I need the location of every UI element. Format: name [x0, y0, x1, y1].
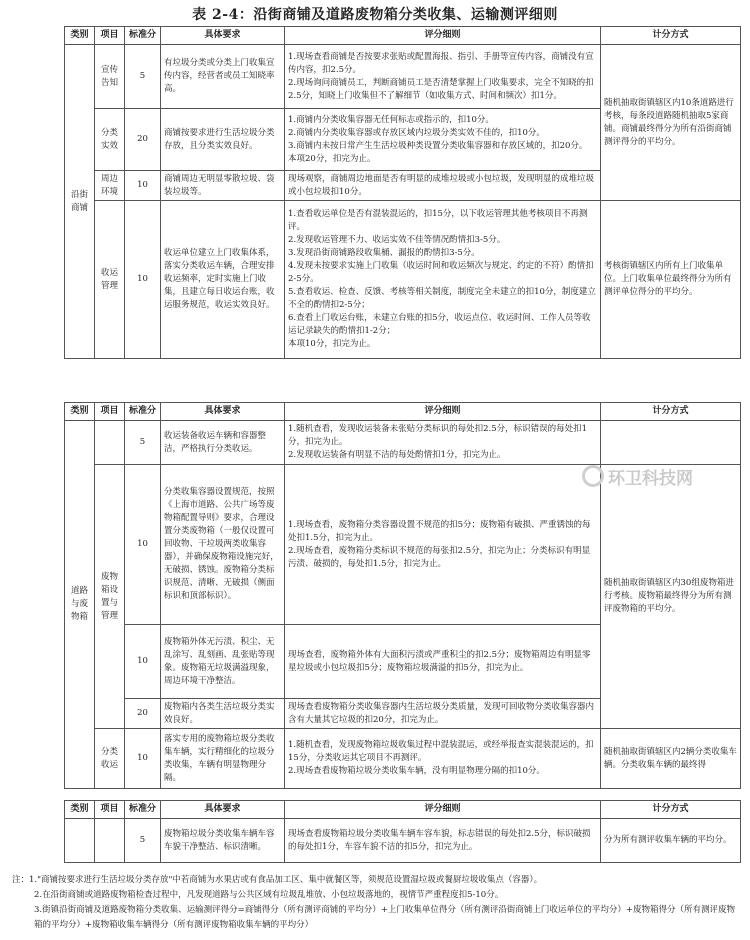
rule-line: 现场查看废物箱分类收集容器内生活垃圾分类质量，发现可回收物分类收集容器内含有大量其它垃圾的扣20分，扣完为止。 [288, 701, 595, 725]
requirement-cell: 商铺周边无明显零散垃圾、袋装垃圾等。 [161, 171, 285, 201]
watermark [582, 462, 732, 490]
rule-line: 现场观察，商铺周边地面是否有明显的成堆垃圾或小包垃圾，发现明显的成堆垃圾或小包垃圾扣10分。 [288, 173, 595, 197]
method-cell: 随机抽取街镇辖区内2辆分类收集车辆。分类收集车辆的最终得 [601, 729, 741, 789]
requirement-cell: 分类收集容器设置规范，按照《上海市道路、公共广场等废物箱配置导则》要求，合理设置分类废物箱（一般仅设置可回收物、干垃圾两类收集容器），并确保废物箱设施完好，无破损、锈蚀。废物箱分类标识规范、清晰、无破损（侧面标识和顶部标识）。 [161, 465, 285, 625]
rules-cell [285, 201, 601, 359]
score-cell: 10 [125, 171, 161, 201]
rule-line: 3.发现沿街商铺路段收集桶、漏报的酌情扣3-5分。 [288, 248, 480, 258]
header-category: 类别 [65, 801, 95, 819]
method-cell: 随机抽取街镇辖区内10条道路进行考核，每条段道路随机抽取5家商铺。商铺最终得分为所有沿街商铺测评得分的平均分。 [601, 45, 741, 201]
rule-line: 2.商铺内分类收集容器或存放区域内垃圾分类实效不佳的，扣10分。 [288, 127, 545, 138]
rule-line: 本项10分，扣完为止。 [288, 339, 376, 349]
rule-line: 现场查看废物箱垃圾分类收集车辆车容车貌，标志错误的每处扣2.5分，标识破损的每处扣1分，车容车貌不洁的扣5分，扣完为止。 [288, 828, 591, 852]
rule-line: 3.商铺内未按日常产生生活垃圾种类设置分类收集容器和存放区域的，扣20分。 [288, 140, 588, 151]
page-title: 表 2-4：沿街商铺及道路废物箱分类收集、运输测评细则 [192, 7, 558, 23]
category-cell [65, 819, 95, 863]
rule-line: 2.发现收运管理不力、收运实效不佳等情况酌情扣3-5分。 [288, 235, 506, 245]
score-cell: 10 [125, 625, 161, 699]
rule-line: 6.查看上门收运台账，未建立台账的扣5分，收运点位、收运时间、工作人员等收运记录缺失的酌情扣1-2分； [288, 313, 591, 336]
rule-line: 2.现场询问商铺员工，判断商铺员工是否清楚掌握上门收集要求，完全不知晓的扣2.5分，知晓上门收集但不了解细节（如收集方式、时间和频次）扣1分。 [288, 77, 594, 101]
requirement-cell: 废物箱垃圾分类收集车辆车容车貌干净整洁、标识清晰。 [161, 819, 285, 863]
watermark-text: 环卫科技网 [608, 468, 693, 489]
requirement-cell: 废物箱内各类生活垃圾分类实效良好。 [161, 699, 285, 729]
header-requirement: 具体要求 [161, 801, 285, 819]
table-vehicles [64, 800, 741, 863]
method-cell [601, 421, 741, 465]
rules-cell [285, 819, 601, 863]
item-cell [95, 819, 125, 863]
requirement-cell: 有垃圾分类或分类上门收集宣传内容，经营者或员工知晓率高。 [161, 45, 285, 109]
rule-line: 现场查看，废物箱外体有大面积污渍或严重积尘的扣2.5分；废物箱周边有明显零星垃圾或小包垃圾扣5分；废物箱垃圾满溢的扣5分，扣完为止。 [288, 649, 591, 673]
footnote: 注：1."商铺按要求进行生活垃圾分类存放"中若商铺为水果店或有食品加工区、集中就餐区等，须规范设置湿垃圾或餐厨垃圾收集点（容器）。 [12, 875, 543, 885]
requirement-cell: 废物箱外体无污渍、积尘、无乱涂写、乱刻画、乱张贴等现象。废物箱无垃圾满溢现象，周边环境干净整洁。 [161, 625, 285, 699]
header-standard: 标准分 [125, 27, 161, 45]
footnote: 2.在沿街商铺或道路废物箱检查过程中，凡发现道路与公共区域有垃圾乱堆放、小包垃圾落地的，视情节严重程度扣5-10分。 [34, 890, 504, 900]
table-road-bins [64, 402, 741, 789]
rule-line: 2.现场查看，废物箱分类标识不规范的每张扣2.5分，扣完为止；分类标识有明显污渍、破损的，每处扣1.5分，扣完为止。 [288, 545, 591, 569]
item-cell: 收运管理 [95, 201, 125, 359]
rules-cell [285, 109, 601, 171]
item-cell: 周边环境 [95, 171, 125, 201]
score-cell: 20 [125, 699, 161, 729]
header-category: 类别 [65, 27, 95, 45]
requirement-cell: 商铺按要求进行生活垃圾分类存放，且分类实效良好。 [161, 109, 285, 171]
requirement-cell: 落实专用的废物箱垃圾分类收集车辆，实行精细化的垃圾分类收集，车辆有明显物理分隔。 [161, 729, 285, 789]
watermark-logo-icon [582, 465, 604, 487]
score-cell: 10 [125, 729, 161, 789]
rules-cell [285, 45, 601, 109]
header-standard: 标准分 [125, 801, 161, 819]
rule-line: 1.现场查看，废物箱分类容器设置不规范的扣5分；废物箱有破损、严重锈蚀的每处扣1.5分，扣完为止。 [288, 519, 591, 543]
rule-line: 1.现场查看商铺是否按要求张贴或配置海报、指引、手册等宣传内容，商铺没有宣传内容，扣2.5分。 [288, 51, 594, 75]
rule-line: 1.查看收运单位是否有混装混运的，扣15分，以下收运管理其他考核项目不再测评。 [288, 209, 588, 232]
rules-cell [285, 625, 601, 699]
header-item: 项目 [95, 27, 125, 45]
rules-cell [285, 729, 601, 789]
item-cell [95, 421, 125, 465]
rules-cell [285, 465, 601, 625]
header-method: 计分方式 [601, 403, 741, 421]
header-rules: 评分细则 [285, 403, 601, 421]
header-rules: 评分细则 [285, 27, 601, 45]
score-cell: 5 [125, 45, 161, 109]
rules-cell [285, 171, 601, 201]
category-cell: 沿街商铺 [65, 45, 95, 359]
header-item: 项目 [95, 801, 125, 819]
score-cell: 5 [125, 819, 161, 863]
method-cell: 随机抽取街镇辖区内30组废物箱进行考核。废物箱最终得分为所有测评废物箱的平均分。 [601, 465, 741, 729]
item-cell: 废物箱设置与管理 [95, 465, 125, 729]
footnote: 3.街镇沿街商铺及道路废物箱分类收集、运输测评得分=商铺得分（所有测评商铺的平均分）+上门收集单位得分（所有测评沿街商铺上门收运单位的平均分）+废物箱得分（所有测评废物箱的平均分）+废物箱收集车辆得分（所有测评废物箱收集车辆的平均分） [34, 905, 735, 930]
item-cell: 宣传告知 [95, 45, 125, 109]
table-street-shops [64, 26, 741, 359]
item-cell: 分类实效 [95, 109, 125, 171]
rule-line: 1.随机查看，发现收运装备未张贴分类标识的每处扣2.5分，标识错误的每处扣1分，扣完为止。 [288, 424, 588, 447]
method-cell: 考核街镇辖区内所有上门收集单位。上门收集单位最终得分为所有测评单位得分的平均分。 [601, 201, 741, 359]
header-standard: 标准分 [125, 403, 161, 421]
header-requirement: 具体要求 [161, 403, 285, 421]
rule-line: 2.发现收运装备有明显不洁的每处酌情扣1分，扣完为止。 [288, 450, 506, 460]
header-method: 计分方式 [601, 27, 741, 45]
item-cell: 分类收运 [95, 729, 125, 789]
requirement-cell: 收运装备收运车辆和容器整洁，严格执行分类收运。 [161, 421, 285, 465]
footnotes [12, 873, 742, 933]
requirement-cell: 收运单位建立上门收集体系，落实分类收运车辆，合理安排收运频率，定时实施上门收集，且建立每日收运台账，收运服务规范，收运实效良好。 [161, 201, 285, 359]
rule-line: 4.发现未按要求实施上门收集（收运时间和收运频次与规定、约定的不符）酌情扣2-5分。 [288, 261, 594, 284]
header-item: 项目 [95, 403, 125, 421]
category-cell: 道路与废物箱 [65, 421, 95, 789]
method-cell: 分为所有测评收集车辆的平均分。 [601, 819, 741, 863]
header-rules: 评分细则 [285, 801, 601, 819]
header-method: 计分方式 [601, 801, 741, 819]
rules-cell [285, 699, 601, 729]
rule-line: 1.随机查看，发现废物箱垃圾收集过程中混装混运，或经举报查实混装混运的，扣15分，分类收运其它项目不再测评。 [288, 740, 594, 763]
score-cell: 10 [125, 465, 161, 625]
rules-cell [285, 421, 601, 465]
rule-line: 本项20分，扣完为止。 [288, 153, 376, 164]
rule-line: 2.现场查看废物箱垃圾分类收集车辆，没有明显物理分隔的扣10分。 [288, 766, 545, 776]
rule-line: 5.查看收运、检查、反馈、考核等相关制度，制度完全未建立的扣10分，制度建立不全的酌情扣2-5分； [288, 287, 596, 310]
header-requirement: 具体要求 [161, 27, 285, 45]
header-category: 类别 [65, 403, 95, 421]
score-cell: 20 [125, 109, 161, 171]
rule-line: 1.商铺内分类收集容器无任何标志或指示的，扣10分。 [288, 114, 494, 125]
score-cell: 10 [125, 201, 161, 359]
score-cell: 5 [125, 421, 161, 465]
